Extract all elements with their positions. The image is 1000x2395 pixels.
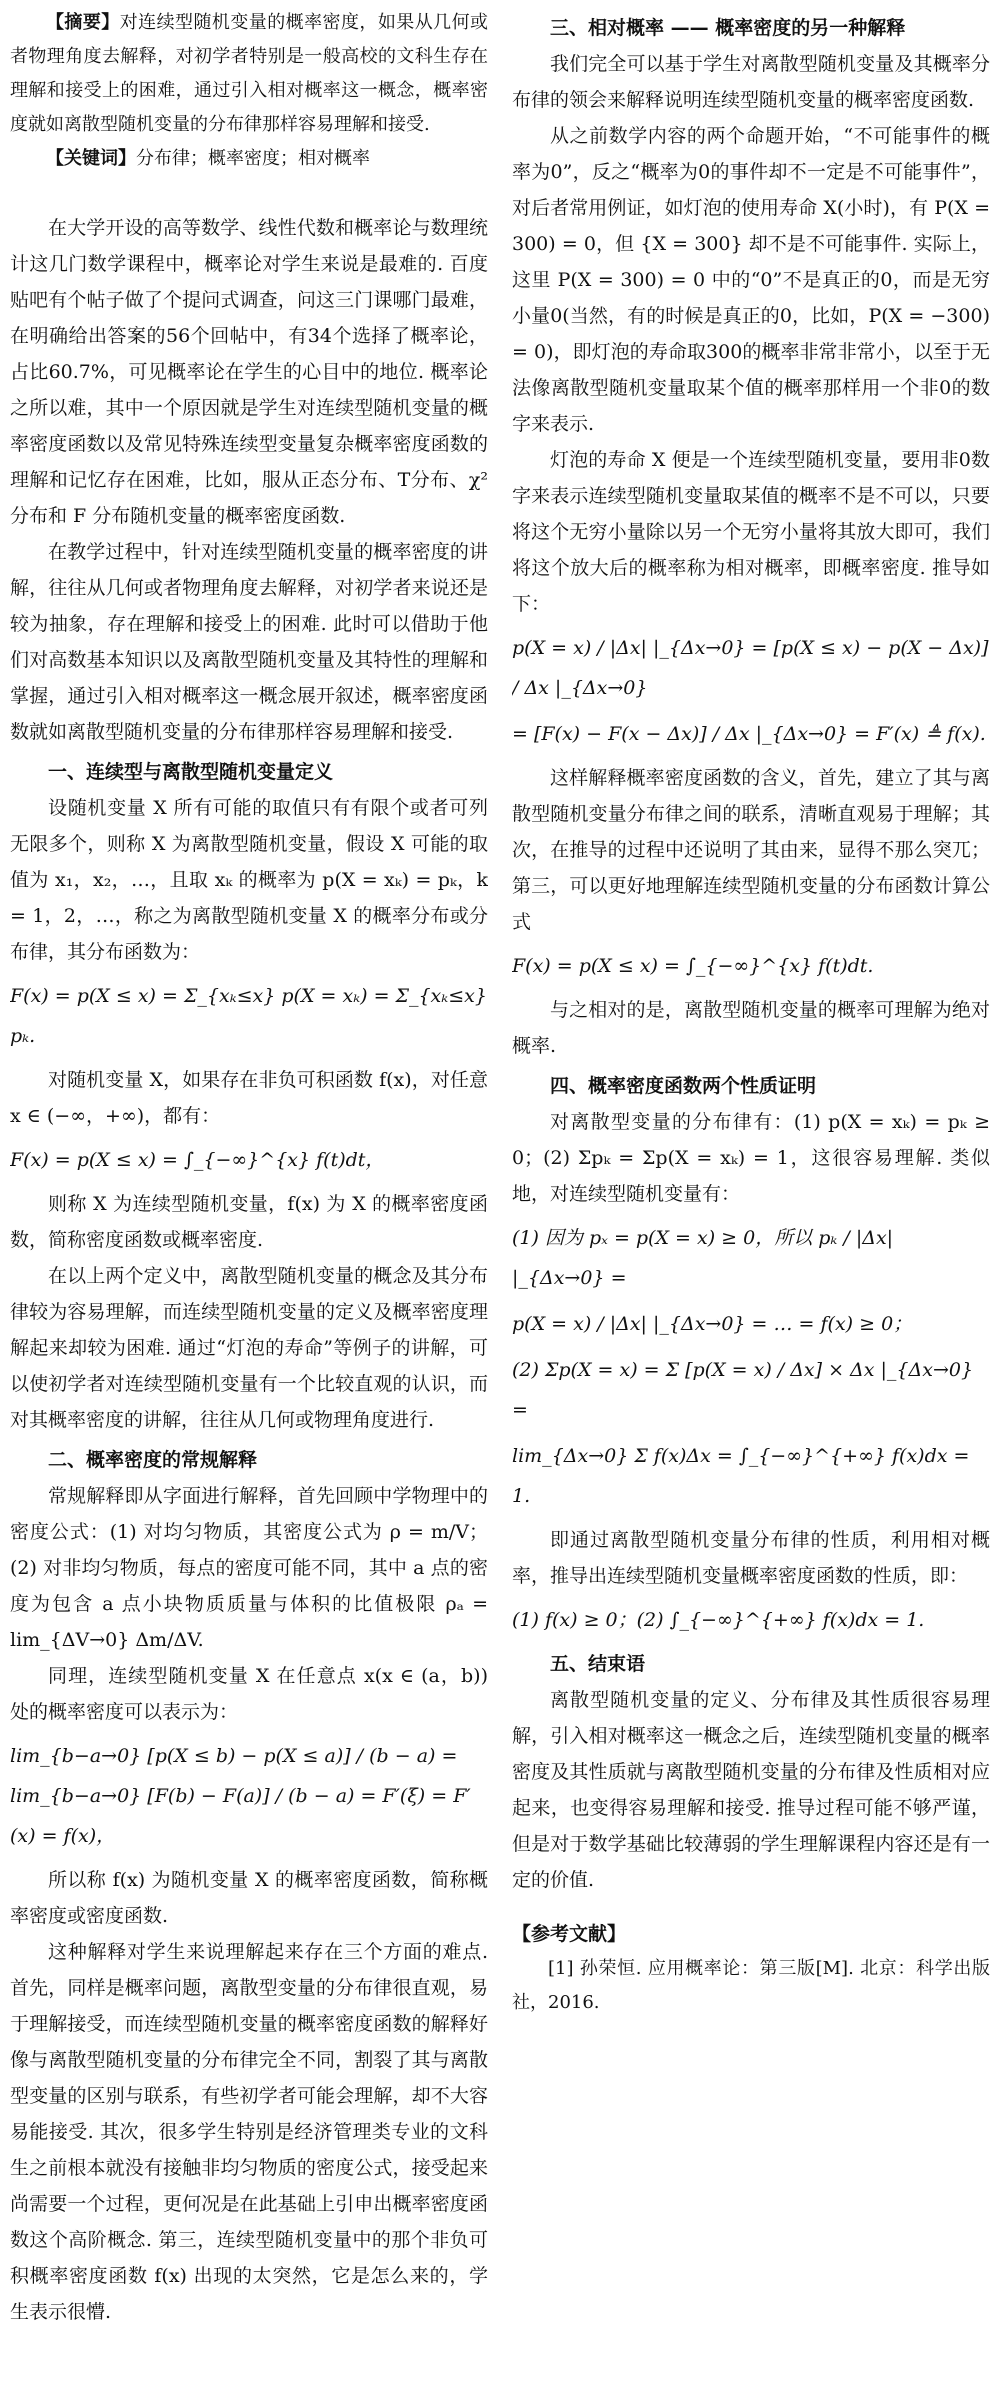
equation-properties-summary: (1) f(x) ≥ 0；(2) ∫_{−∞}^{+∞} f(x)dx = 1. <box>512 1609 925 1631</box>
abstract-text: 对连续型随机变量的概率密度，如果从几何或者物理角度去解释，对初学者特别是一般高校的文科生存在理解和接受上的困难，通过引入相对概率这一概念，概率密度就如离散型随机变量的分布律那样容易理解和接受. <box>10 12 488 135</box>
section-3-paragraph-1: 我们完全可以基于学生对离散型随机变量及其概率分布律的领会来解释说明连续型随机变量的概率密度函数. <box>512 53 990 111</box>
equation-property-2a: (2) Σp(X = x) = Σ [p(X = x) / Δx] × Δx |_{Δx→0} = <box>512 1359 974 1421</box>
section-3-paragraph-2: 从之前数学内容的两个命题开始，“不可能事件的概率为0”，反之“概率为0的事件却不一定是不可能事件”，对后者常用例证，如灯泡的使用寿命 X(小时)，有 P(X = 300) = 0，但 {X = 300} 却不是不可能事件. 实际上，这里 P(X = 300) = 0 中的“0”不是真正的0，而是无穷小量0(当然，有的时候是真正的0，比如，P(X = −300) = 0)，即灯泡的寿命取300的概率非常非常小，以至于无法像离散型随机变量取某个值的概率那样用一个非0的数字来表示. <box>512 125 990 435</box>
equation-relative-probability-2: = [F(x) − F(x − Δx)] / Δx |_{Δx→0} = F′(x) ≜ f(x). <box>512 723 986 745</box>
section-2-paragraph-2: 同理，连续型随机变量 X 在任意点 x(x ∈ (a，b)) 处的概率密度可以表示为： <box>10 1665 488 1723</box>
keywords-label: 【关键词】 <box>46 148 136 169</box>
spacer <box>10 176 488 210</box>
equation-property-2b: lim_{Δx→0} Σ f(x)Δx = ∫_{−∞}^{+∞} f(x)dx = 1. <box>512 1445 970 1507</box>
section-4-paragraph-2: 即通过离散型随机变量分布律的性质，利用相对概率，推导出连续型随机变量概率密度函数的性质，即： <box>512 1529 990 1587</box>
section-3-paragraph-3: 灯泡的寿命 X 便是一个连续型随机变量，要用非0数字来表示连续型随机变量取某值的概率不是不可以，只要将这个无穷小量除以另一个无穷小量将其放大即可，我们将这个放大后的概率称为相对概率，即概率密度. 推导如下： <box>512 449 990 615</box>
section-2-paragraph-3: 所以称 f(x) 为随机变量 X 的概率密度函数，简称概率密度或密度函数. <box>10 1869 488 1927</box>
section-3-title: 三、相对概率 —— 概率密度的另一种解释 <box>550 17 906 39</box>
section-2-paragraph-4: 这种解释对学生来说理解起来存在三个方面的难点. 首先，同样是概率问题，离散型变量的分布律很直观，易于理解接受，而连续型随机变量的概率密度函数的解释好像与离散型随机变量的分布律完全不同，割裂了其与离散型变量的区别与联系，有些初学者可能会理解，却不大容易能接受. 其次，很多学生特别是经济管理类专业的文科生之前根本就没有接触非均匀物质的密度公式，接受起来尚需要一个过程，更何况是在此基础上引申出概率密度函数这个高阶概念. 第三，连续型随机变量中的那个非负可积概率密度函数 f(x) 出现的太突然，它是怎么来的，学生表示很懵. <box>10 1941 488 2323</box>
intro-paragraph-2: 在教学过程中，针对连续型随机变量的概率密度的讲解，往往从几何或者物理角度去解释，对初学者来说还是较为抽象，存在理解和接受上的困难. 此时可以借助于他们对高数基本知识以及离散型随机变量及其特性的理解和掌握，通过引入相对概率这一概念展开叙述，概率密度函数就如离散型随机变量的分布律那样容易理解和接受. <box>10 541 488 743</box>
equation-cdf: F(x) = p(X ≤ x) = ∫_{−∞}^{x} f(t)dt. <box>512 955 874 977</box>
equation-density-integral: F(x) = p(X ≤ x) = ∫_{−∞}^{x} f(t)dt， <box>10 1149 385 1171</box>
equation-density-limit: lim_{b−a→0} [p(X ≤ b) − p(X ≤ a)] / (b − a) = lim_{b−a→0} [F(b) − F(a)] / (b − a) = F′(ξ) = F′(x) = f(x)， <box>10 1745 471 1847</box>
right-column <box>512 6 990 2395</box>
section-1-paragraph-2: 对随机变量 X，如果存在非负可积函数 f(x)，对任意 x ∈ (−∞，+∞)，都有： <box>10 1069 488 1127</box>
reference-item: [1] 孙荣恒. 应用概率论：第三版[M]. 北京：科学出版社，2016. <box>512 1958 990 2013</box>
section-1-paragraph-4: 在以上两个定义中，离散型随机变量的概念及其分布律较为容易理解，而连续型随机变量的定义及概率密度理解起来却较为困难. 通过“灯泡的寿命”等例子的讲解，可以使初学者对连续型随机变量有一个比较直观的认识，而对其概率密度的讲解，往往从几何或物理角度进行. <box>10 1265 488 1431</box>
section-1-title: 一、连续型与离散型随机变量定义 <box>48 761 334 783</box>
abstract-label: 【摘要】 <box>46 12 120 33</box>
equation-property-1b: p(X = x) / |Δx| |_{Δx→0} = … = f(x) ≥ 0； <box>512 1313 913 1335</box>
section-5-title: 五、结束语 <box>550 1653 646 1675</box>
references-title: 【参考文献】 <box>512 1923 627 1945</box>
section-3-paragraph-4: 这样解释概率密度函数的含义，首先，建立了其与离散型随机变量分布律之间的联系，清晰直观易于理解；其次，在推导的过程中还说明了其由来，显得不那么突兀；第三，可以更好地理解连续型随机变量的分布函数计算公式 <box>512 767 990 933</box>
abstract <box>10 6 488 142</box>
equation-distribution-function: F(x) = p(X ≤ x) = Σ_{xₖ≤x} p(X = xₖ) = Σ_{xₖ≤x} pₖ. <box>10 985 487 1047</box>
section-2-title: 二、概率密度的常规解释 <box>48 1449 258 1471</box>
section-1-paragraph-1: 设随机变量 X 所有可能的取值只有有限个或者可列无限多个，则称 X 为离散型随机变量，假设 X 可能的取值为 x₁，x₂，…，且取 xₖ 的概率为 p(X = xₖ) = pₖ，k = 1，2，…，称之为离散型随机变量 X 的概率分布或分布律，其分布函数为： <box>10 797 488 963</box>
section-4-title: 四、概率密度函数两个性质证明 <box>550 1075 817 1097</box>
equation-relative-probability-1: p(X = x) / |Δx| |_{Δx→0} = [p(X ≤ x) − p(X − Δx)] / Δx |_{Δx→0} <box>512 637 989 699</box>
section-4-paragraph-1: 对离散型变量的分布律有：(1) p(X = xₖ) = pₖ ≥ 0；(2) Σpₖ = Σp(X = xₖ) = 1，这很容易理解. 类似地，对连续型随机变量有： <box>512 1111 990 1205</box>
section-2-paragraph-1: 常规解释即从字面进行解释，首先回顾中学物理中的密度公式：(1) 对均匀物质，其密度公式为 ρ = m/V；(2) 对非均匀物质，每点的密度可能不同，其中 a 点的密度为包含 a 点小块物质质量与体积的比值极限 ρₐ = lim_{ΔV→0} Δm/ΔV. <box>10 1485 488 1651</box>
section-1-paragraph-3: 则称 X 为连续型随机变量，f(x) 为 X 的概率密度函数，简称密度函数或概率密度. <box>10 1193 488 1251</box>
keywords <box>10 142 488 176</box>
section-5-paragraph-1: 离散型随机变量的定义、分布律及其性质很容易理解，引入相对概率这一概念之后，连续型随机变量的概率密度及其性质就与离散型随机变量的分布律及性质相对应起来，也变得容易理解和接受. 推导过程可能不够严谨，但是对于数学基础比较薄弱的学生理解课程内容还是有一定的价值. <box>512 1689 990 1891</box>
equation-property-1a: (1) 因为 pₓ = p(X = x) ≥ 0，所以 pₖ / |Δx| |_{Δx→0} = <box>512 1227 894 1289</box>
left-column <box>10 6 488 2395</box>
keywords-text: 分布律；概率密度；相对概率 <box>136 148 370 169</box>
intro-paragraph-1: 在大学开设的高等数学、线性代数和概率论与数理统计这几门数学课程中，概率论对学生来说是最难的. 百度贴吧有个帖子做了个提问式调查，问这三门课哪门最难，在明确给出答案的56个回帖中，有34个选择了概率论，占比60.7%，可见概率论在学生的心目中的地位. 概率论之所以难，其中一个原因就是学生对连续型随机变量的概率密度函数以及常见特殊连续型变量复杂概率密度函数的理解和记忆存在困难，比如，服从正态分布、T分布、χ² 分布和 F 分布随机变量的概率密度函数. <box>10 217 488 527</box>
section-3-paragraph-5: 与之相对的是，离散型随机变量的概率可理解为绝对概率. <box>512 999 990 1057</box>
